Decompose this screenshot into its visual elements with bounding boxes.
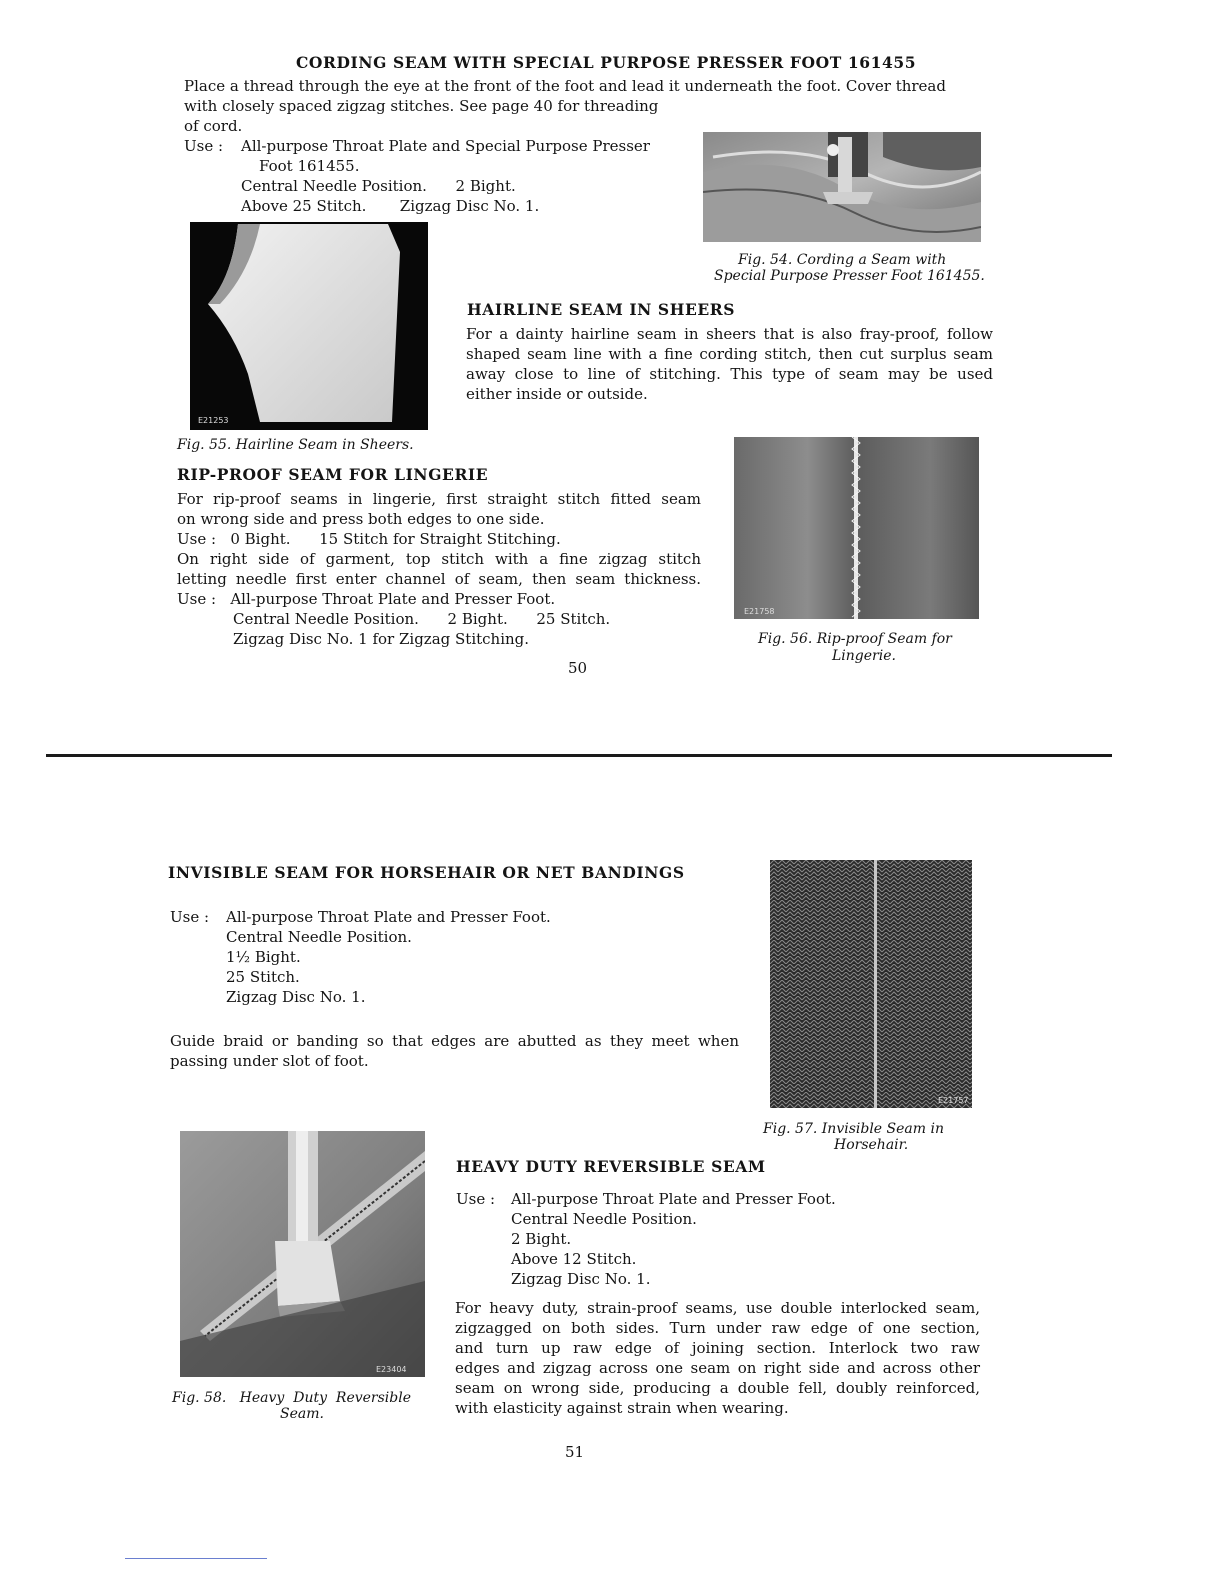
heavy-text-line-4: edges and zigzag across one seam on right side and across other — [455, 1359, 980, 1377]
cording-use-line-1: All-purpose Throat Plate and Special Purpose Presser — [241, 137, 650, 155]
fig-58-photo — [180, 1131, 425, 1377]
footnote-rule — [125, 1558, 267, 1559]
ripproof-text-line-7: Central Needle Position. 2 Bight. 25 Stitch. — [233, 610, 611, 628]
fig-54-caption-line-1: Fig. 54. Cording a Seam with — [738, 252, 947, 268]
cording-text-line-1: Place a thread through the eye at the front of the foot and lead it underneath the foot. Cover thread — [184, 77, 946, 95]
ripproof-text-line-1: For rip-proof seams in lingerie, first straight stitch fitted seam — [177, 490, 701, 508]
fig-56-caption-line-2: Lingerie. — [832, 648, 896, 664]
page-number-50: 50 — [568, 659, 588, 677]
invisible-use-line-1: All-purpose Throat Plate and Presser Foot. — [226, 908, 551, 926]
cording-text-line-3: of cord. — [184, 117, 243, 135]
fig-56-code: E21758 — [744, 607, 775, 616]
heavy-text-line-3: and turn up raw edge of joining section. Interlock two raw — [455, 1339, 980, 1357]
ripproof-text-line-8: Zigzag Disc No. 1 for Zigzag Stitching. — [233, 630, 530, 648]
heavy-use-line-5: Zigzag Disc No. 1. — [511, 1270, 651, 1288]
ripproof-text-line-6: Use : All-purpose Throat Plate and Presser Foot. — [177, 590, 556, 608]
page-number-51: 51 — [565, 1443, 585, 1461]
invisible-heading: INVISIBLE SEAM FOR HORSEHAIR OR NET BANDINGS — [168, 863, 685, 882]
fig-57-caption-line-2: Horsehair. — [834, 1137, 909, 1153]
fig-56-photo — [734, 437, 979, 619]
hairline-text-line-3: away close to line of stitching. This type of seam may be used — [466, 365, 993, 383]
heavy-heading: HEAVY DUTY REVERSIBLE SEAM — [456, 1157, 766, 1176]
fig-55-photo — [190, 222, 428, 430]
invisible-use-line-4: 25 Stitch. — [226, 968, 300, 986]
heavy-use-label: Use : — [456, 1190, 496, 1208]
heavy-use-line-1: All-purpose Throat Plate and Presser Foot. — [511, 1190, 836, 1208]
heavy-use-line-3: 2 Bight. — [511, 1230, 572, 1248]
fig-57-code: E21757 — [938, 1096, 969, 1105]
invisible-use-line-5: Zigzag Disc No. 1. — [226, 988, 366, 1006]
fig-58-caption-line-1: Fig. 58. Heavy Duty Reversible — [172, 1390, 412, 1406]
hairline-text-line-2: shaped seam line with a fine cording stitch, then cut surplus seam — [466, 345, 993, 363]
cording-use-line-3: Central Needle Position. 2 Bight. — [241, 177, 516, 195]
hairline-text-line-4: either inside or outside. — [466, 385, 648, 403]
fig-54-photo — [703, 132, 981, 242]
page-divider — [46, 754, 1112, 757]
invisible-guide-line-2: passing under slot of foot. — [170, 1052, 369, 1070]
invisible-use-line-2: Central Needle Position. — [226, 928, 412, 946]
heavy-text-line-2: zigzagged on both sides. Turn under raw edge of one section, — [455, 1319, 980, 1337]
ripproof-text-line-4: On right side of garment, top stitch with a fine zigzag stitch — [177, 550, 701, 568]
heavy-text-line-5: seam on wrong side, producing a double fell, doubly reinforced, — [455, 1379, 980, 1397]
cording-use-line-2: Foot 161455. — [259, 157, 360, 175]
hairline-text-line-1: For a dainty hairline seam in sheers that is also fray-proof, follow — [466, 325, 993, 343]
heavy-text-line-1: For heavy duty, strain-proof seams, use double interlocked seam, — [455, 1299, 980, 1317]
ripproof-text-line-2: on wrong side and press both edges to one side. — [177, 510, 545, 528]
cording-heading: CORDING SEAM WITH SPECIAL PURPOSE PRESSER FOOT 161455 — [296, 53, 917, 72]
invisible-guide-line-1: Guide braid or banding so that edges are abutted as they meet when — [170, 1032, 739, 1050]
fig-55-caption: Fig. 55. Hairline Seam in Sheers. — [177, 437, 414, 453]
heavy-use-line-2: Central Needle Position. — [511, 1210, 697, 1228]
fig-57-caption-line-1: Fig. 57. Invisible Seam in — [763, 1121, 944, 1137]
ripproof-text-line-3: Use : 0 Bight. 15 Stitch for Straight Stitching. — [177, 530, 561, 548]
cording-use-label: Use : — [184, 137, 224, 155]
fig-58-caption-line-2: Seam. — [280, 1406, 324, 1422]
invisible-use-label: Use : — [170, 908, 210, 926]
hairline-heading: HAIRLINE SEAM IN SHEERS — [467, 300, 736, 319]
cording-text-line-2: with closely spaced zigzag stitches. See page 40 for threading — [184, 97, 659, 115]
fig-58-code: E23404 — [376, 1365, 407, 1374]
fig-54-caption-line-2: Special Purpose Presser Foot 161455. — [714, 268, 985, 284]
heavy-use-line-4: Above 12 Stitch. — [511, 1250, 637, 1268]
fig-57-photo — [770, 860, 972, 1108]
ripproof-text-line-5: letting needle first enter channel of seam, then seam thickness. — [177, 570, 701, 588]
ripproof-heading: RIP-PROOF SEAM FOR LINGERIE — [177, 465, 489, 484]
cording-use-line-4: Above 25 Stitch. Zigzag Disc No. 1. — [241, 197, 540, 215]
fig-56-caption-line-1: Fig. 56. Rip-proof Seam for — [758, 631, 952, 647]
fig-55-code: E21253 — [198, 416, 229, 425]
invisible-use-line-3: 1½ Bight. — [226, 948, 301, 966]
heavy-text-line-6: with elasticity against strain when wearing. — [455, 1399, 789, 1417]
